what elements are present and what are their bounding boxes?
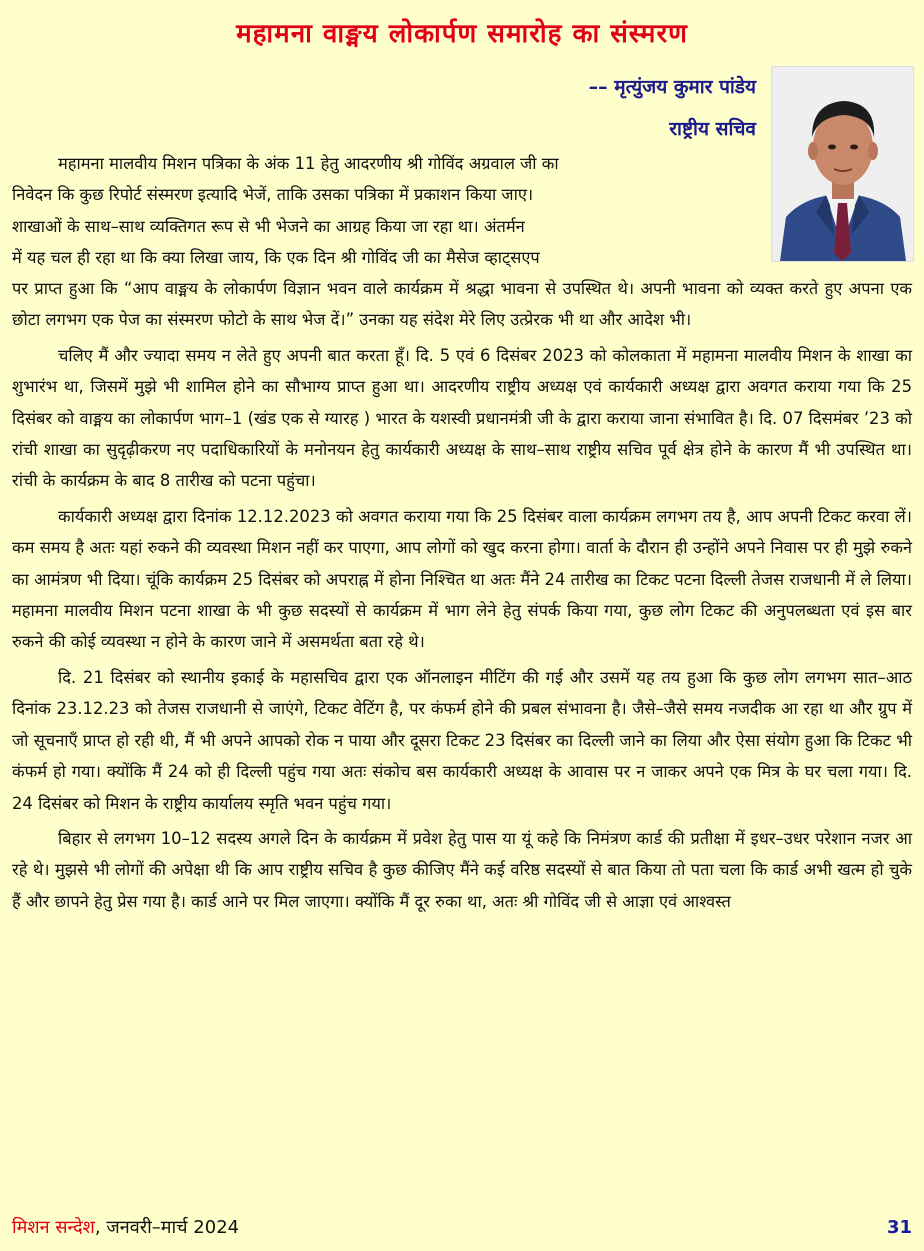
- intro-line: शाखाओं के साथ–साथ व्यक्तिगत रूप से भी भेजने का आग्रह किया जा रहा था। अंतर्मन: [12, 216, 525, 236]
- magazine-name: मिशन सन्देश: [12, 1217, 95, 1238]
- article-body: [12, 273, 912, 917]
- author-name: –– मृत्युंजय कुमार पांडेय: [588, 76, 756, 98]
- intro-line: में यह चल ही रहा था कि क्या लिखा जाय, कि एक दिन श्री गोविंद जी का मैसेज व्हाट्सएप: [12, 248, 540, 268]
- author-photo: [771, 66, 914, 262]
- paragraph-3: कार्यकारी अध्यक्ष द्वारा दिनांक 12.12.2023 को अवगत कराया गया कि 25 दिसंबर वाला कार्यक्रम लगभग तय है, आप अपनी टिकट करवा लें। कम समय है अतः यहां रुकने की व्यवस्था मिशन नहीं कर पाएगा, आप लोगों को खुद करना होगा। वार्ता के दौरान ही उन्होंने अपने निवास पर ही मुझे रुकने का आमंत्रण भी दिया। चूंकि कार्यक्रम 25 दिसंबर को अपराह्न में होना निश्चित था अतः मैंने 24 तारीख का टिकट पटना दिल्ली तेजस राजधानी में ले लिया। महामना मालवीय मिशन पटना शाखा के भी कुछ सदस्यों से कार्यक्रम में भाग लेने हेतु संपर्क किया गया, कुछ लोग टिकट की अनुपलब्धता एवं इस बार रुकने की कोई व्यवस्था न होने के कारण जाने में असमर्थता बता रहे थे।: [12, 506, 912, 652]
- page-number: 31: [886, 1217, 912, 1238]
- paragraph-4: दि. 21 दिसंबर को स्थानीय इकाई के महासचिव द्वारा एक ऑनलाइन मीटिंग की गई और उसमें यह तय हुआ कि कुछ लोग लगभग सात–आठ दिनांक 23.12.23 को तेजस राजधानी से जाएंगे, टिकट वेटिंग है, पर कंफर्म होने की प्रबल संभावना है। जैसे–जैसे समय नजदीक आ रहा था और ग्रुप में जो सूचनाएँ प्राप्त हो रही थी, मैं भी अपने आपको रोक न पाया और दूसरा टिकट 23 दिसंबर का दिल्ली जाने का लिया और ऐसा संयोग हुआ कि टिकट भी कंफर्म हो गया। क्योंकि मैं 24 को ही दिल्ली पहुंच गया अतः संकोच बस कार्यकारी अध्यक्ष के आवास पर न जाकर अपने एक मित्र के घर चला गया। दि. 24 दिसंबर को मिशन के राष्ट्रीय कार्यालय स्मृति भवन पहुंच गया।: [12, 667, 912, 813]
- paragraph-2: चलिए मैं और ज्यादा समय न लेते हुए अपनी बात करता हूँ। दि. 5 एवं 6 दिसंबर 2023 को कोलकाता में महामना मालवीय मिशन के शाखा का शुभारंभ था, जिसमें मुझे भी शामिल होने का सौभाग्य प्राप्त हुआ था। आदरणीय राष्ट्रीय अध्यक्ष एवं कार्यकारी अध्यक्ष द्वारा अवगत कराया गया कि 25 दिसंबर को वाङ्मय का लोकार्पण भाग–1 (खंड एक से ग्यारह ) भारत के यशस्वी प्रधानमंत्री जी के द्वारा कराया जाना संभावित है। दि. 07 दिसमंबर ’23 को रांची शाखा का सुदृढ़ीकरण नए पदाधिकारियों के मनोनयन हेतु कार्यकारी अध्यक्ष के साथ–साथ राष्ट्रीय सचिव पूर्व क्षेत्र होने के कारण मैं भी उपस्थित था। रांची के कार्यक्रम के बाद 8 तारीख को पटना पहुंचा।: [12, 345, 912, 491]
- portrait-icon: [772, 67, 913, 261]
- intro-line: महामना मालवीय मिशन पत्रिका के अंक 11 हेतु आदरणीय श्री गोविंद अग्रवाल जी का: [58, 154, 559, 173]
- paragraph-1-continued: पर प्राप्त हुआ कि “आप वाङ्मय के लोकार्पण विज्ञान भवन वाले कार्यक्रम में श्रद्धा भावना से उपस्थित थे। अपनी भावना को व्यक्त करते हुए अपना एक छोटा लगभग एक पेज का संस्मरण फोटो के साथ भेज दें।” उनका यह संदेश मेरे लिए उत्प्रेरक भी था और आदेश भी।: [12, 279, 912, 330]
- footer-issue: [12, 1212, 239, 1244]
- issue-date: , जनवरी–मार्च 2024: [94, 1217, 240, 1238]
- paragraph-5: बिहार से लगभग 10–12 सदस्य अगले दिन के कार्यक्रम में प्रवेश हेतु पास या यूं कहे कि निमंत्रण कार्ड की प्रतीक्षा में इधर–उधर परेशान नजर आ रहे थे। मुझसे भी लोगों की अपेक्षा थी कि आप राष्ट्रीय सचिव है कुछ कीजिए मैंने कई वरिष्ठ सदस्यों से बात किया तो पता चला कि कार्ड अभी खत्म हो चुके हैं और छापने हेतु प्रेस गया है। कार्ड आने पर मिल जाएगा। क्योंकि मैं दूर रुका था, अतः श्री गोविंद जी से आज्ञा एवं आश्वस्त: [12, 828, 912, 911]
- author-byline: [589, 66, 756, 150]
- author-role: राष्ट्रीय सचिव: [669, 118, 756, 140]
- article-title: महामना वाङ्मय लोकार्पण समारोह का संस्मरण: [236, 19, 688, 49]
- intro-line: निवेदन कि कुछ रिपोर्ट संस्मरण इत्यादि भेजें, ताकि उसका पत्रिका में प्रकाशन किया जाए।: [12, 185, 534, 205]
- article-intro: [12, 148, 757, 274]
